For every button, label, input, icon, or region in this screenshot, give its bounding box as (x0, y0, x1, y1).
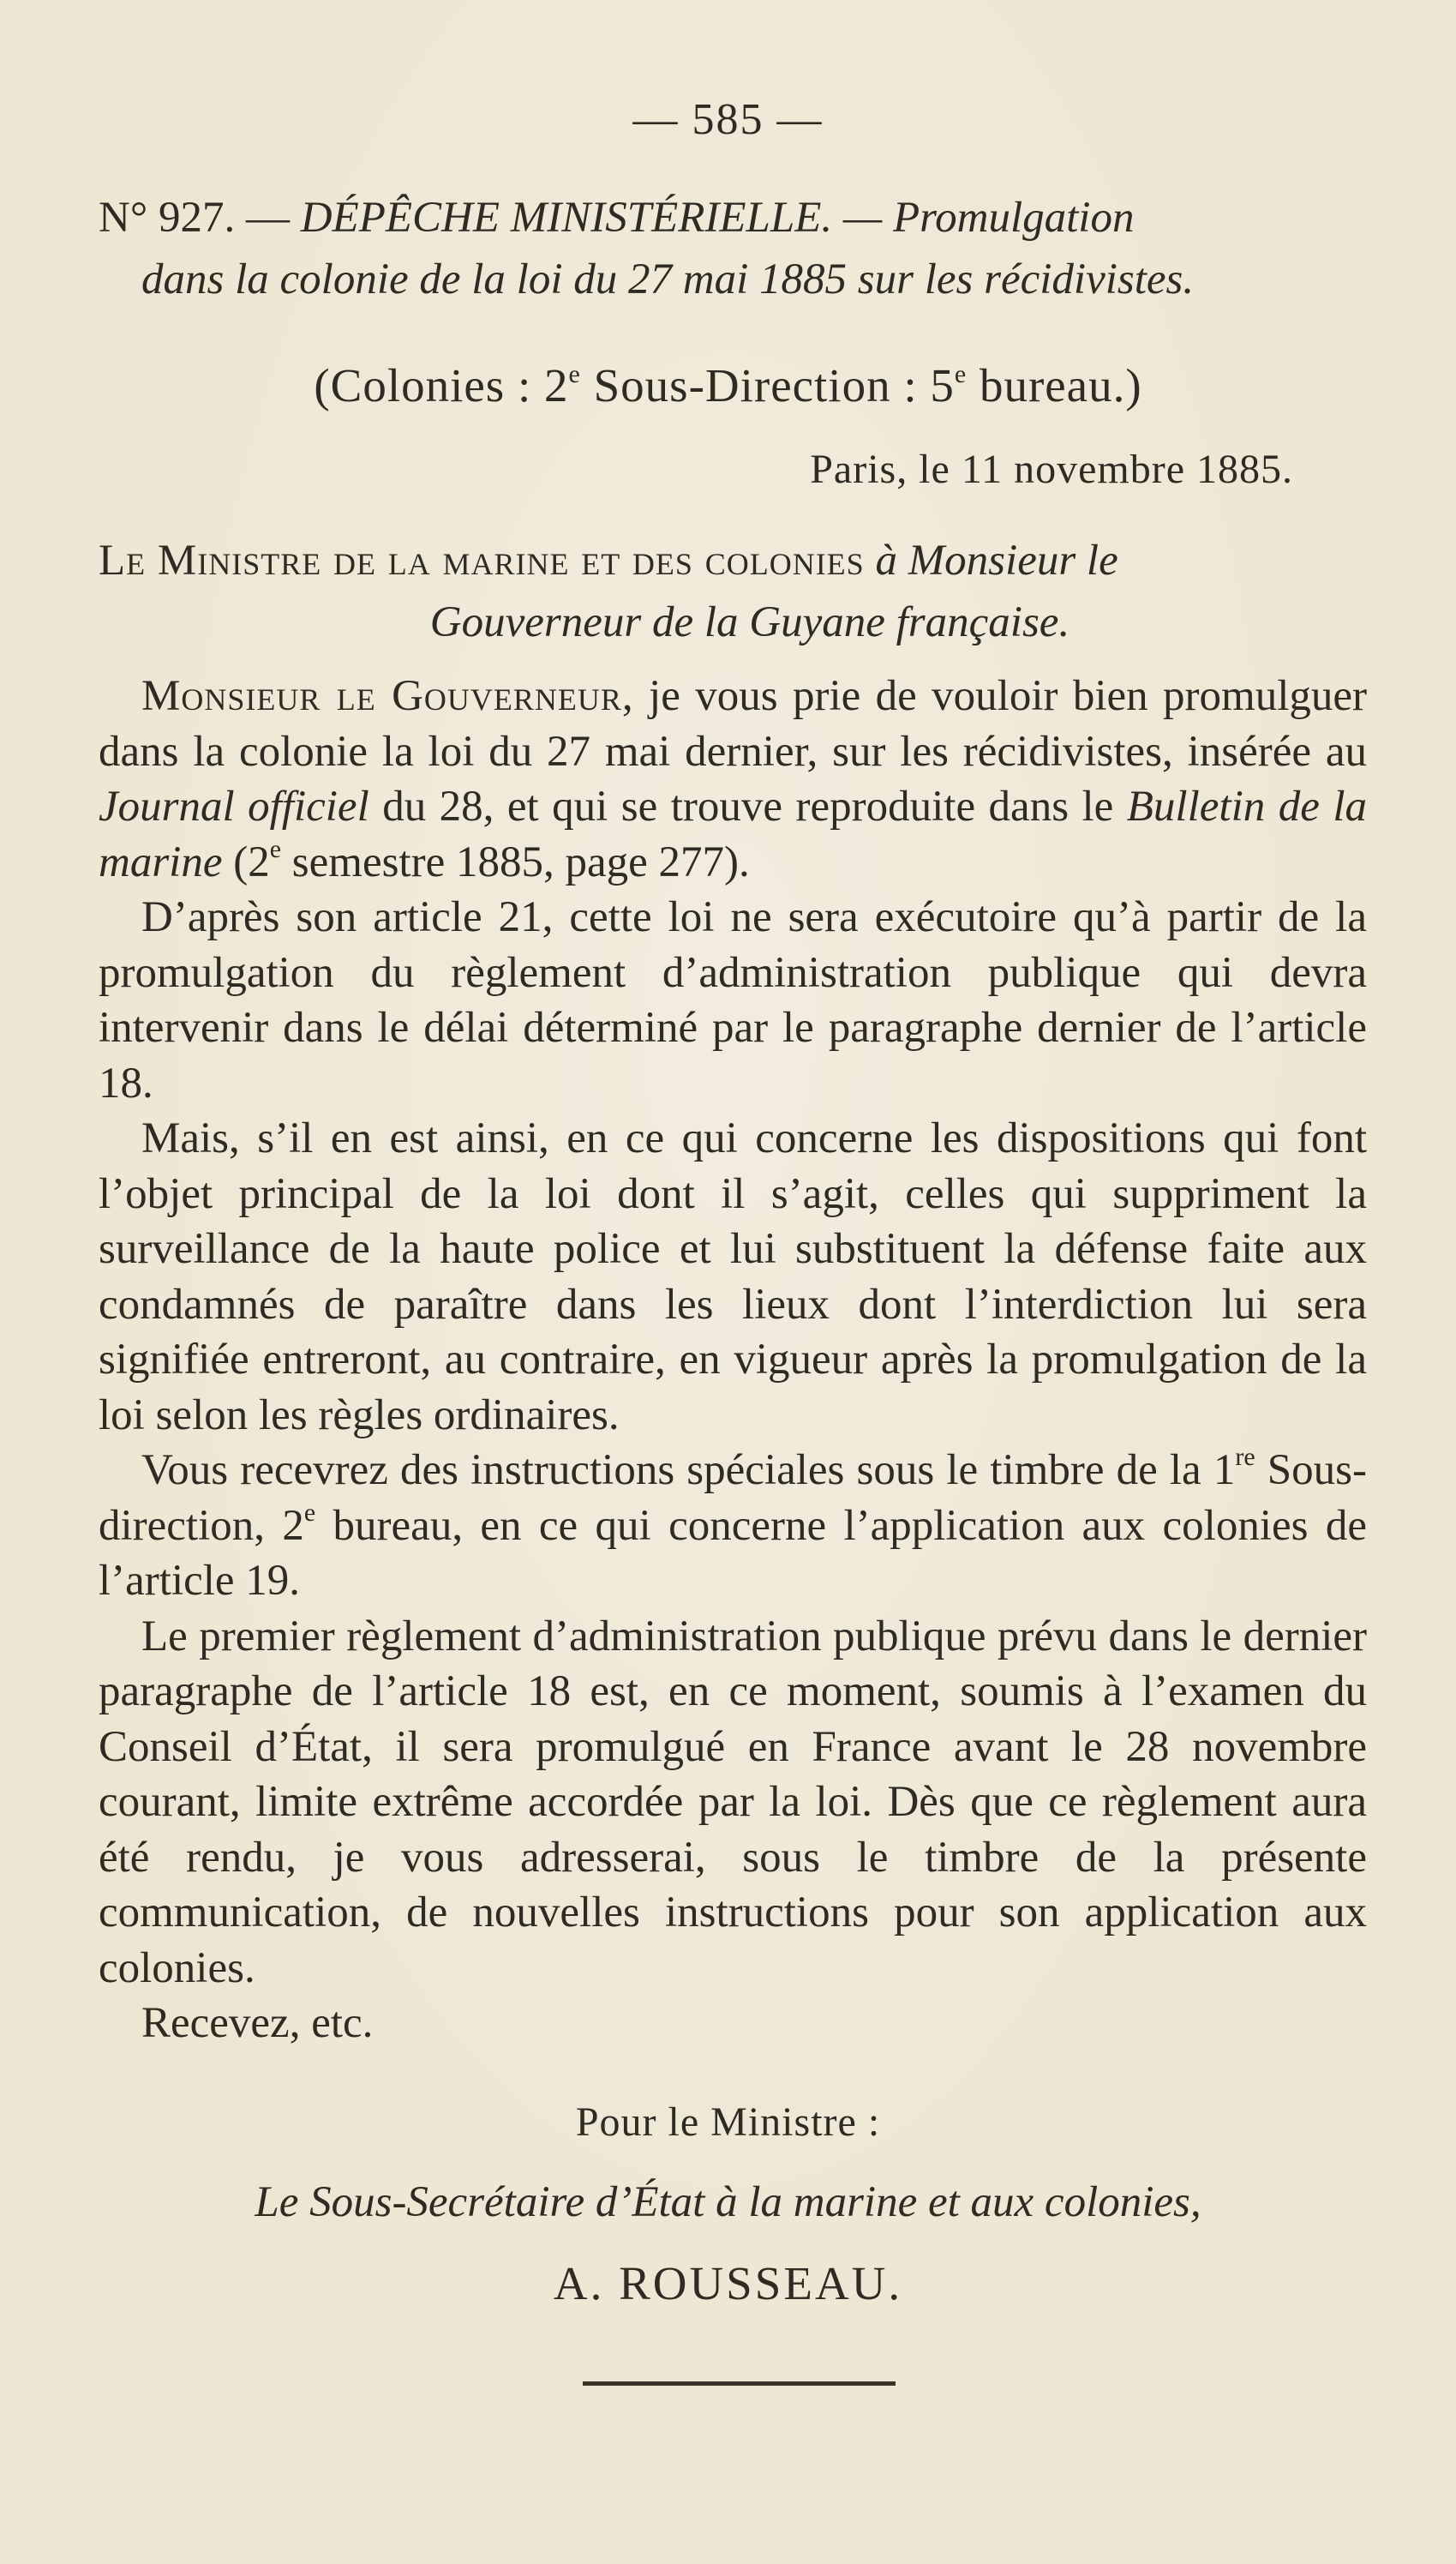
signature-line-2: Le Sous-Secrétaire d’État à la marine et aux colonies, (255, 2178, 1201, 2226)
heading-number: N° 927. — (99, 194, 301, 242)
office-reference (0, 358, 1456, 412)
p1-text-c: (2 (222, 838, 270, 886)
closing-rule (583, 2381, 896, 2386)
office-text-2: Sous-Direction : 5 (580, 359, 955, 411)
p1-text-d: semestre 1885, page 277). (281, 838, 750, 886)
paragraph-6: Recevez, etc. (141, 1999, 374, 2047)
document-heading (99, 187, 1367, 310)
p1-sup: e (269, 834, 282, 863)
office-sup-2: e (954, 360, 968, 388)
signature-line-1: Pour le Ministre : (575, 2099, 881, 2145)
heading-title: DÉPÊCHE MINISTÉRIELLE. — Promulgation (300, 194, 1135, 242)
p4-text-a: Vous recevrez des instructions spéciales sous le timbre de la 1 (141, 1446, 1236, 1494)
recipient-line-2: Gouverneur de la Guyane française. (429, 598, 1070, 646)
letter-body (99, 669, 1367, 2051)
signature-name: A. ROUSSEAU. (553, 2257, 903, 2309)
paragraph-1 (99, 669, 1367, 890)
p4-sup: re (1235, 1443, 1255, 1471)
recipient: à Monsieur le (864, 537, 1118, 585)
address-block (99, 530, 1367, 653)
office-text-1: (Colonies : 2 (314, 359, 569, 411)
p1-text-a: je vous prie de vouloir bien promulguer dans la colonie la loi du 27 mai dernier, sur les récidivistes, insérée au (99, 672, 1367, 776)
paragraph-3: Mais, s’il en est ainsi, en ce qui concerne les dispositions qui font l’objet principal de la loi dont il s’agit, celles qui suppriment la surveillance de la haute police et lui substituent la défense faite aux condamnés de paraître dans les lieux dont l’interdiction lui sera signifiée entreront, au contraire, en vigueur après la promulgation de la loi selon les règles ordinaires. (99, 1114, 1367, 1439)
paragraph-5: Le premier règlement d’administration publique prévu dans le dernier paragraphe de l’article 18 est, en ce moment, soumis à l’examen du Conseil d’État, il sera promulgué en France avant le 28 novembre courant, limite extrême accordée par la loi. Dès que ce règlement aura été rendu, je vous adresserai, sous le timbre de la présente communication, de nouvelles instructions pour son application aux colonies. (99, 1612, 1367, 1992)
page-number: — 585 — (632, 95, 824, 144)
p1-text-b: du 28, et qui se trouve reproduite dans le (368, 783, 1127, 831)
p4-text-c: bureau, en ce qui concerne l’application aux colonies de l’article 19. (99, 1501, 1367, 1605)
salutation: Monsieur le Gouverneur, (141, 672, 634, 720)
heading-subtitle: dans la colonie de la loi du 27 mai 1885 sur les récidivistes. (141, 255, 1195, 303)
p4-sup-2: e (303, 1498, 316, 1527)
journal-title: Journal officiel (99, 783, 369, 831)
bulletin-title: Bulletin de la marine (99, 783, 1367, 886)
paragraph-4 (99, 1443, 1367, 1609)
sender: Le Ministre de la marine et des colonies (99, 537, 865, 585)
letter-date: Paris, le 11 novembre 1885. (810, 447, 1293, 492)
p4-text-b: Sous-direction, 2 (99, 1446, 1367, 1550)
office-sup-1: e (568, 360, 581, 388)
office-text-3: bureau.) (967, 359, 1142, 411)
paragraph-2: D’après son article 21, cette loi ne sera exécutoire qu’à partir de la promulgation du règlement d’administration publique qui devra intervenir dans le délai déterminé par le paragraphe dernier de l’article 18. (99, 893, 1367, 1108)
